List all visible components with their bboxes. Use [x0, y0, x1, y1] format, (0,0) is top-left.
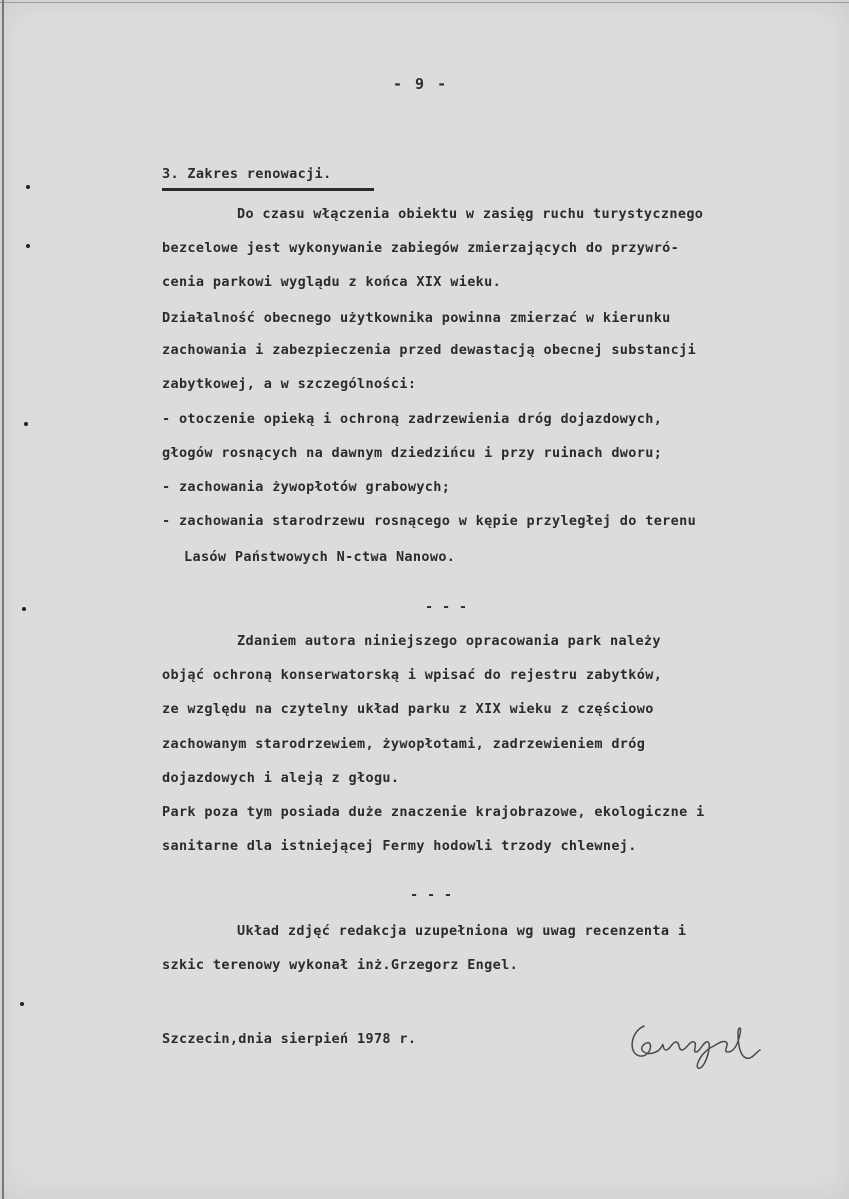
paragraph-line: Działalność obecnego użytkownika powinna zmierzać w kierunku — [162, 310, 671, 326]
handwritten-signature — [622, 1004, 772, 1088]
paragraph-line: cenia parkowi wyglądu z końca XIX wieku. — [162, 274, 502, 290]
date-line: Szczecin,dnia sierpień 1978 r. — [162, 1031, 417, 1047]
punch-mark — [24, 422, 28, 426]
section-separator: - - - — [425, 599, 468, 615]
paragraph-line: głogów rosnących na dawnym dziedzińcu i przy ruinach dworu; — [162, 445, 663, 461]
paragraph-line: sanitarne dla istniejącej Fermy hodowli trzody chlewnej. — [162, 838, 637, 854]
paragraph-line: bezcelowe jest wykonywanie zabiegów zmierzających do przywró- — [162, 240, 680, 256]
paragraph-line: Zdaniem autora niniejszego opracowania park należy — [237, 633, 661, 649]
paragraph-line: Park poza tym posiada duże znaczenie krajobrazowe, ekologiczne i — [162, 804, 705, 820]
paragraph-line: Lasów Państwowych N-ctwa Nanowo. — [184, 549, 456, 565]
punch-mark — [22, 607, 26, 611]
paragraph-line: Do czasu włączenia obiektu w zasięg ruchu turystycznego — [237, 206, 704, 222]
paragraph-line: szkic terenowy wykonał inż.Grzegorz Engel. — [162, 957, 519, 973]
punch-mark — [26, 185, 30, 189]
punch-mark — [26, 244, 30, 248]
punch-mark — [20, 1002, 24, 1006]
paragraph-line: zachowania i zabezpieczenia przed dewastacją obecnej substancji — [162, 342, 697, 358]
page-number: - 9 - — [393, 75, 449, 93]
paragraph-line: dojazdowych i aleją z głogu. — [162, 770, 400, 786]
list-item: - otoczenie opieką i ochroną zadrzewienia dróg dojazdowych, — [162, 411, 663, 427]
paragraph-line: Układ zdjęć redakcja uzupełniona wg uwag recenzenta i — [237, 923, 687, 939]
section-separator: - - - — [410, 887, 453, 903]
paragraph-line: zachowanym starodrzewiem, żywopłotami, zadrzewieniem dróg — [162, 736, 646, 752]
paragraph-line: objąć ochroną konserwatorską i wpisać do rejestru zabytków, — [162, 667, 663, 683]
scan-edge-left — [2, 0, 4, 1199]
list-item: - zachowania starodrzewu rosnącego w kępie przyległej do terenu — [162, 513, 697, 529]
heading-underline — [162, 188, 374, 191]
scan-edge-top — [0, 2, 849, 3]
list-item: - zachowania żywopłotów grabowych; — [162, 479, 451, 495]
paragraph-line: ze względu na czytelny układ parku z XIX wieku z częściowo — [162, 701, 654, 717]
paragraph-line: zabytkowej, a w szczególności: — [162, 376, 417, 392]
section-heading: 3. Zakres renowacji. — [162, 166, 332, 182]
